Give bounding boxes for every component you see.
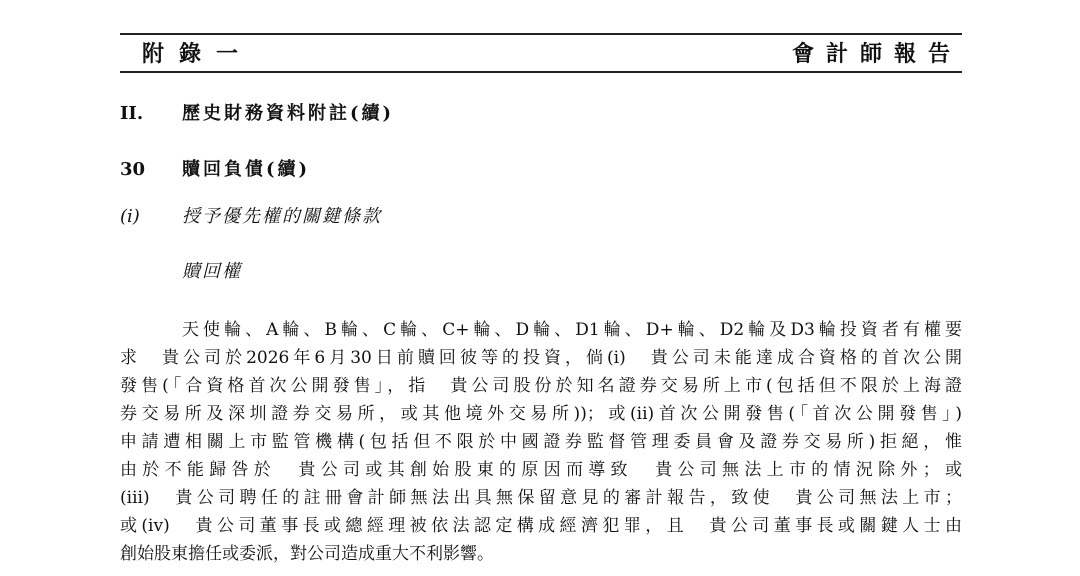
paragraph-line: 發售(「合資格首次公開發售」，指 貴公司股份於知名證券交易所上市(包括但不限於上海證	[120, 376, 962, 396]
page-header	[120, 33, 962, 73]
redemption-right-heading: 贖回權	[182, 261, 242, 282]
subsection-heading	[120, 205, 382, 229]
paragraph-line: 申請遭相關上市監管機構(包括但不限於中國證券監督管理委員會及證券交易所)拒絕，惟	[120, 432, 962, 452]
section-number: II.	[120, 103, 144, 124]
paragraph-line: 由於不能歸咎於 貴公司或其創始股東的原因而導致 貴公司無法上市的情況除外；或	[120, 460, 962, 480]
section-title: 歷史財務資料附註(續)	[182, 103, 395, 124]
body-paragraph	[120, 316, 962, 568]
paragraph-line: 創始股東擔任或委派，對公司造成重大不利影響。	[120, 544, 494, 564]
note-title: 贖回負債(續)	[182, 159, 311, 180]
paragraph-line: 或(iv) 貴公司董事長或總經理被依法認定構成經濟犯罪，且 貴公司董事長或關鍵人士由	[120, 516, 962, 536]
note-heading	[120, 158, 310, 182]
paragraph-line: 求 貴公司於2026年6月30日前贖回彼等的投資，倘(i) 貴公司未能達成合資格的首次公開	[120, 348, 962, 368]
paragraph-line: 天使輪、A輪、B輪、C輪、C+輪、D輪、D1輪、D+輪、D2輪及D3輪投資者有權要	[182, 320, 962, 340]
paragraph-line: (iii) 貴公司聘任的註冊會計師無法出具無保留意見的審計報告，致使 貴公司無法上市；	[120, 488, 962, 508]
paragraph-line: 券交易所及深圳證券交易所，或其他境外交易所))；或(ii)首次公開發售(「首次公開發售」)	[120, 404, 962, 424]
note-number: 30	[120, 159, 146, 180]
report-title: 會計師報告	[791, 41, 962, 67]
section-heading	[120, 102, 394, 126]
subsection-title: 授予優先權的關鍵條款	[182, 206, 382, 227]
subsection-number: (i)	[120, 206, 140, 227]
appendix-label: 附錄一	[142, 41, 254, 67]
